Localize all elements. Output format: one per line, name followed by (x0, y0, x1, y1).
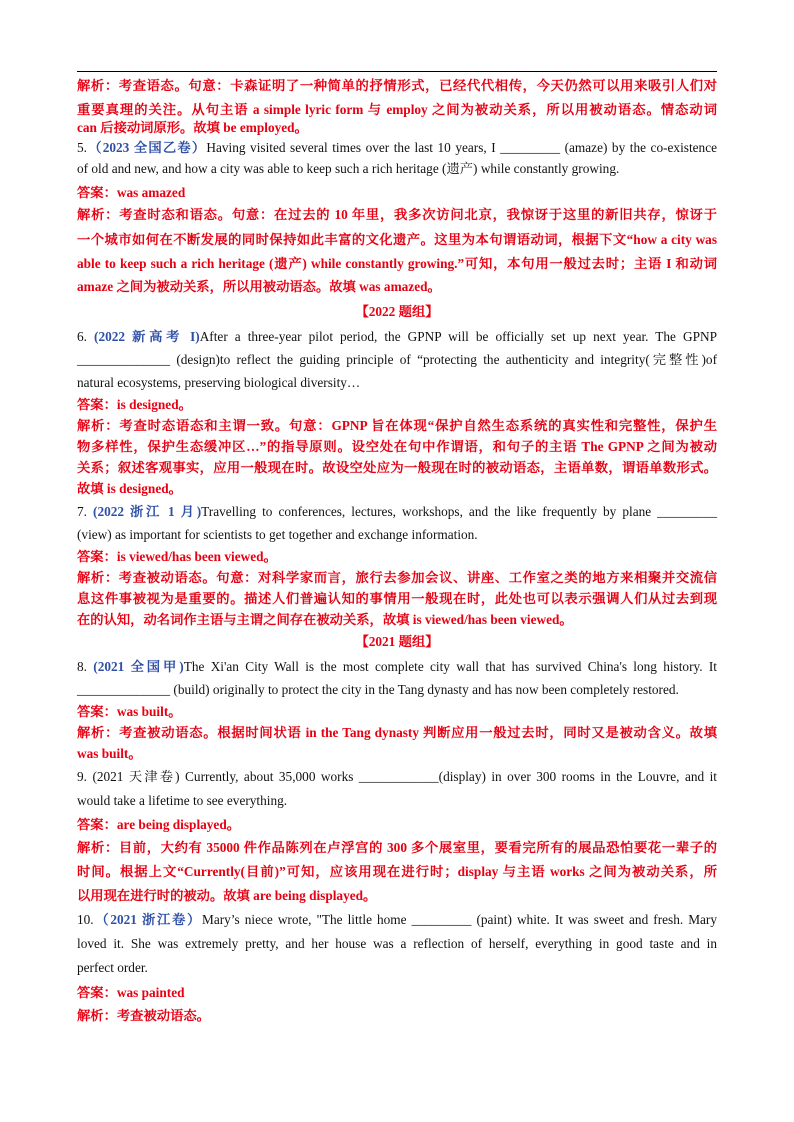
q5-text-1: Having visited several times over the last 10 years, I _________ (amaze) by the co-existence (206, 140, 717, 155)
q6-analysis-line-3: 关系；叙述客观事实，应用一般现在时。故设空处应为一般现在时的被动语态，主语单数，谓语单数形式。 (77, 460, 717, 475)
q7-source: (2022 浙江 1 月) (93, 504, 202, 519)
q10-question-line-1 (77, 912, 717, 928)
q5-analysis-line-2: 一个城市如何在不断发展的同时保持如此丰富的文化遗产。这里为本句谓语动词，根据下文“how a city was (77, 232, 717, 247)
q4-analysis-line-2: 重要真理的关注。从句主语 a simple lyric form 与 employ 之间为被动关系，所以用被动语态。情态动词 (77, 102, 717, 117)
q10-question-line-3: perfect order. (77, 960, 148, 975)
q7-text-1: Travelling to conferences, lectures, workshops, and the like frequently by plane _________ (201, 504, 718, 519)
q8-text-1: The Xi'an City Wall is the most complete city wall that has survived China's long history. It (183, 659, 718, 674)
q10-analysis-line-1: 解析：考查被动语态。 (77, 1008, 210, 1023)
q4-analysis-line-3: can 后接动词原形。故填 be employed。 (77, 120, 308, 135)
q5-analysis-line-1: 解析：考查时态和语态。句意：在过去的 10 年里，我多次访问北京，我惊讶于这里的新旧共存，惊讶于 (77, 207, 717, 222)
q6-question-line-2: ______________ (design)to reflect the guiding principle of “protecting the authenticity and integrity(完整性)of (77, 352, 717, 367)
q5-source: （2023 全国乙卷） (86, 140, 207, 155)
q9-number: 9. (77, 769, 87, 784)
q6-question-line-1 (77, 329, 717, 345)
q9-source: (2021 天津卷) (92, 769, 180, 784)
q7-analysis-line-1: 解析：考查被动语态。句意：对科学家而言，旅行去参加会议、讲座、工作室之类的地方来相聚并交流信 (77, 570, 717, 585)
q8-question-line-1 (77, 659, 717, 675)
q10-answer: 答案：was painted (77, 985, 185, 1000)
q9-question-line-1 (77, 769, 717, 785)
q5-analysis-line-3: able to keep such a rich heritage (遗产) while constantly growing.”可知，本句用一般过去时；主语 I 和动词 (77, 256, 717, 271)
q6-analysis-line-1: 解析：考查时态语态和主谓一致。句意：GPNP 旨在体现“保护自然生态系统的真实性和完整性，保护生 (77, 418, 717, 433)
q7-answer: 答案：is viewed/has been viewed。 (77, 549, 277, 564)
q6-source: (2022 新高考 I) (94, 329, 200, 344)
q6-answer: 答案：is designed。 (77, 397, 192, 412)
group-title-2021: 【2021 题组】 (355, 634, 439, 649)
q7-question-line-1 (77, 504, 717, 520)
q5-answer: 答案：was amazed (77, 185, 186, 200)
q10-text-1: Mary’s niece wrote, "The little home _________ (paint) white. It was sweet and fresh. Mary (202, 912, 718, 927)
q9-text-1: Currently, about 35,000 works ____________(display) in over 300 rooms in the Louvre, and it (185, 769, 717, 784)
q7-number: 7. (77, 504, 87, 519)
q7-question-line-2: (view) as important for scientists to get together and exchange information. (77, 527, 478, 542)
q4-analysis-line-1: 解析：考查语态。句意：卡森证明了一种简单的抒情形式，已经代代相传，今天仍然可以用来吸引人们对 (77, 78, 717, 93)
q6-analysis-line-2: 物多样性，保护生态缓冲区…”的指导原则。设空处在句中作谓语，和句子的主语 The GPNP 之间为被动 (77, 439, 717, 454)
q10-source: （2021 浙江卷） (93, 912, 203, 927)
q8-analysis-line-2: was built。 (77, 746, 142, 761)
q10-number: 10. (77, 912, 94, 927)
q6-number: 6. (77, 329, 87, 344)
q8-number: 8. (77, 659, 87, 674)
q8-question-line-2: ______________ (build) originally to protect the city in the Tang dynasty and has now been completely restored. (77, 682, 679, 697)
q9-analysis-line-2: 时间。根据上文“Currently(目前)”可知，应该用现在进行时；display 与主语 works 之间为被动关系，所 (77, 864, 717, 879)
q5-analysis-line-4: amaze 之间为被动关系，所以用被动语态。故填 was amazed。 (77, 279, 441, 294)
q8-answer: 答案：was built。 (77, 704, 182, 719)
q9-question-line-2: would take a lifetime to see everything. (77, 793, 288, 808)
q7-analysis-line-3: 在的认知，动名词作主语与主谓之间存在被动关系，故填 is viewed/has been viewed。 (77, 612, 573, 627)
q8-analysis-line-1: 解析：考查被动语态。根据时间状语 in the Tang dynasty 判断应用一般过去时，同时又是被动含义。故填 (77, 725, 717, 740)
q5-question-line-2: of old and new, and how a city was able to keep such a rich heritage (遗产) while constantly growing. (77, 161, 620, 176)
q9-answer: 答案：are being displayed。 (77, 817, 241, 832)
header-rule (77, 71, 717, 72)
q5-question-line-1 (77, 140, 717, 156)
q7-analysis-line-2: 息这件事被视为是重要的。描述人们普遍认知的事情用一般现在时，此处也可以表示强调人们从过去到现 (77, 591, 717, 606)
q10-question-line-2: loved it. She was extremely pretty, and her house was a reflection of herself, everything in good taste and in (77, 936, 717, 951)
q8-source: (2021 全国甲) (93, 659, 184, 674)
q6-analysis-line-4: 故填 is designed。 (77, 481, 182, 496)
q9-analysis-line-1: 解析：目前，大约有 35000 件作品陈列在卢浮宫的 300 多个展室里，要看完所有的展品恐怕要花一辈子的 (77, 840, 717, 855)
q9-analysis-line-3: 以用现在进行时的被动。故填 are being displayed。 (77, 888, 377, 903)
group-title-2022: 【2022 题组】 (355, 304, 439, 319)
q5-number: 5. (77, 140, 87, 155)
q6-text-1: After a three-year pilot period, the GPNP will be officially set up next year. The GPNP (199, 329, 717, 344)
q6-question-line-3: natural ecosystems, preserving biological diversity… (77, 375, 361, 390)
